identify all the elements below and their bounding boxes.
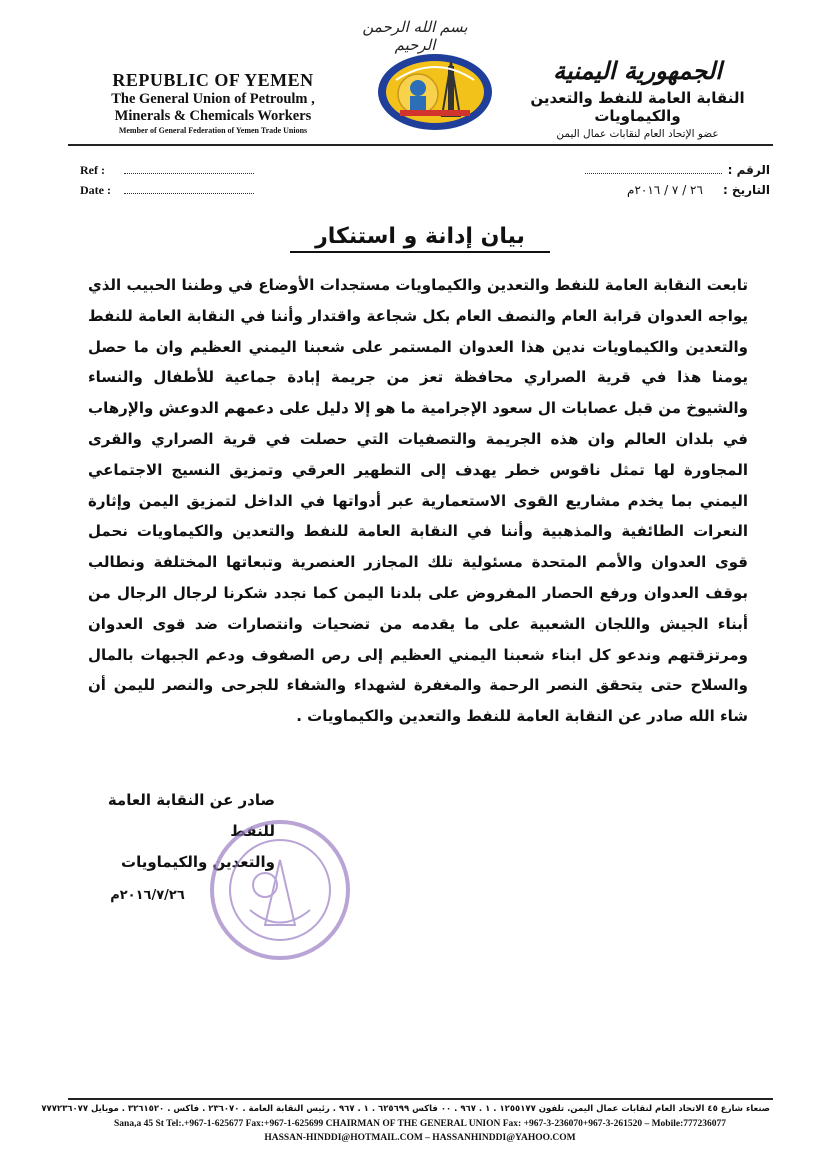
english-title: REPUBLIC OF YEMEN [112, 70, 314, 90]
arabic-date-label: التاريخ : [722, 183, 770, 197]
date-dotted-line [124, 183, 254, 194]
header-divider [68, 144, 773, 146]
arabic-date-value: ٢٦ / ٧ / ٢٠١٦م [627, 183, 703, 197]
footer-arabic-contact: صنعاء شارع ٤٥ الاتحاد العام لنقابات عمال اليمن. تلفون ١٢٥٥١٧٧ . ١ . ٩٦٧ . ٠٠ فاكس ٦٢٥٦٩٩ . ١ . ٩٦٧ . رئيس النقابة العامة . ٢٣٦٠٧٠ . فاكس . ٣٢٦١٥٢٠ . موبايل ٧٧٧٢٣٦٠٧٧ [41, 1104, 770, 1114]
english-reference-fields [80, 163, 254, 203]
english-union-name-line2: Minerals & Chemicals Workers [114, 108, 312, 124]
footer-english-contact: Sana,a 45 St Tel:.+967-1-625677 Fax:+967-1-625699 CHAIRMAN OF THE GENERAL UNION Fax: +967-3-236070+967-3-261520 – Mobile:777236077 [114, 1119, 726, 1129]
arabic-letterhead [505, 56, 770, 140]
statement-body: تابعت النقابة العامة للنفط والتعدين والكيماويات مستجدات الأوضاع في وطننا الحبيب الذي يواجه العدوان قرابة العام والنصف العام بكل شجاعة واقتدار وأننا في النقابة العامة للنفط والتعدين والكيماويات ندين هذا العدوان المستمر على شعبنا اليمني العظيم وان ما حصل يومنا هذا في قرية الصراري محافظة تعز من جريمة إبادة جماعية للأطفال والنساء والشيوخ من قبل عصابات ال سعود الإجرامية ما هو إلا دليل على دعمهم الدوعش والإرهاب في بلدان العالم وان هذه الجريمة والتصفيات التي حصلت في قرية الصراري والقرى المجاورة لها تمثل ناقوس خطر يهدف إلى التطهير العرقي وتمزيق النسيج الاجتماعي اليمني بما يخدم مشاريع القوى الاستعمارية عبر أدواتها في الداخل لتمزيق اليمن وإثارة النعرات الطائفية والمذهبية وأننا في النقابة العامة للنفط والتعدين والكيماويات نحمل قوى العدوان والأمم المتحدة مسئولية تلك المجازر العنصرية وتبعاتها المختلفة ونطالب بوقف العدوان ورفع الحصار المفروض على بلدنا اليمن كما نجدد شكرنا لرجال الرجال من أبناء الجيش واللجان الشعبية على ما يقدمه من تضحيات وانتصارات ضد قوى العدوان ومرتزقتهم وندعو كل ابناء شعبنا اليمني العظيم إلى رص الصفوف ودعم الجبهات بالمال والسلاح حتى يتحقق النصر الرحمة والمغفرة لشهداء والشفاء للجرحى والنصر لليمن أن شاء الله صادر عن النقابة العامة للنفط والتعدين والكيماويات . [88, 276, 748, 726]
signature-date: ٢٠١٦/٧/٢٦م [110, 888, 185, 903]
ref-label: Ref : [80, 163, 105, 177]
english-union-name-line1: The General Union of Petroulm , [111, 91, 315, 107]
ref-dotted-line [124, 163, 254, 174]
signature-line1: صادر عن النقابة العامة للنفط [107, 791, 275, 840]
footer [41, 1104, 770, 1143]
arabic-membership-note: عضو الإتحاد العام لنقابات عمال اليمن [556, 128, 719, 140]
arabic-ref-dotted-line [585, 163, 722, 174]
footer-divider [68, 1098, 773, 1100]
footer-emails: HASSAN-HINDDI@HOTMAIL.COM – HASSANHINDDI@YAHOO.COM [264, 1133, 576, 1143]
english-letterhead [78, 70, 348, 135]
statement-title: بيان إدانة و استنكار [290, 224, 550, 253]
basmala: بسم الله الرحمن الرحيم [362, 18, 468, 54]
official-stamp [205, 815, 355, 965]
english-membership-note: Member of General Federation of Yemen Trade Unions [118, 126, 308, 135]
arabic-reference-fields [585, 163, 770, 203]
arabic-ref-label: الرقم : [727, 163, 770, 177]
date-label: Date : [80, 183, 111, 197]
arabic-union-name: النقابة العامة للنفط والتعدين والكيماويات [530, 89, 745, 125]
union-logo [376, 52, 494, 132]
signature-line2: والتعدين والكيماويات [121, 853, 275, 871]
arabic-title: الجمهورية اليمنية [553, 56, 722, 85]
